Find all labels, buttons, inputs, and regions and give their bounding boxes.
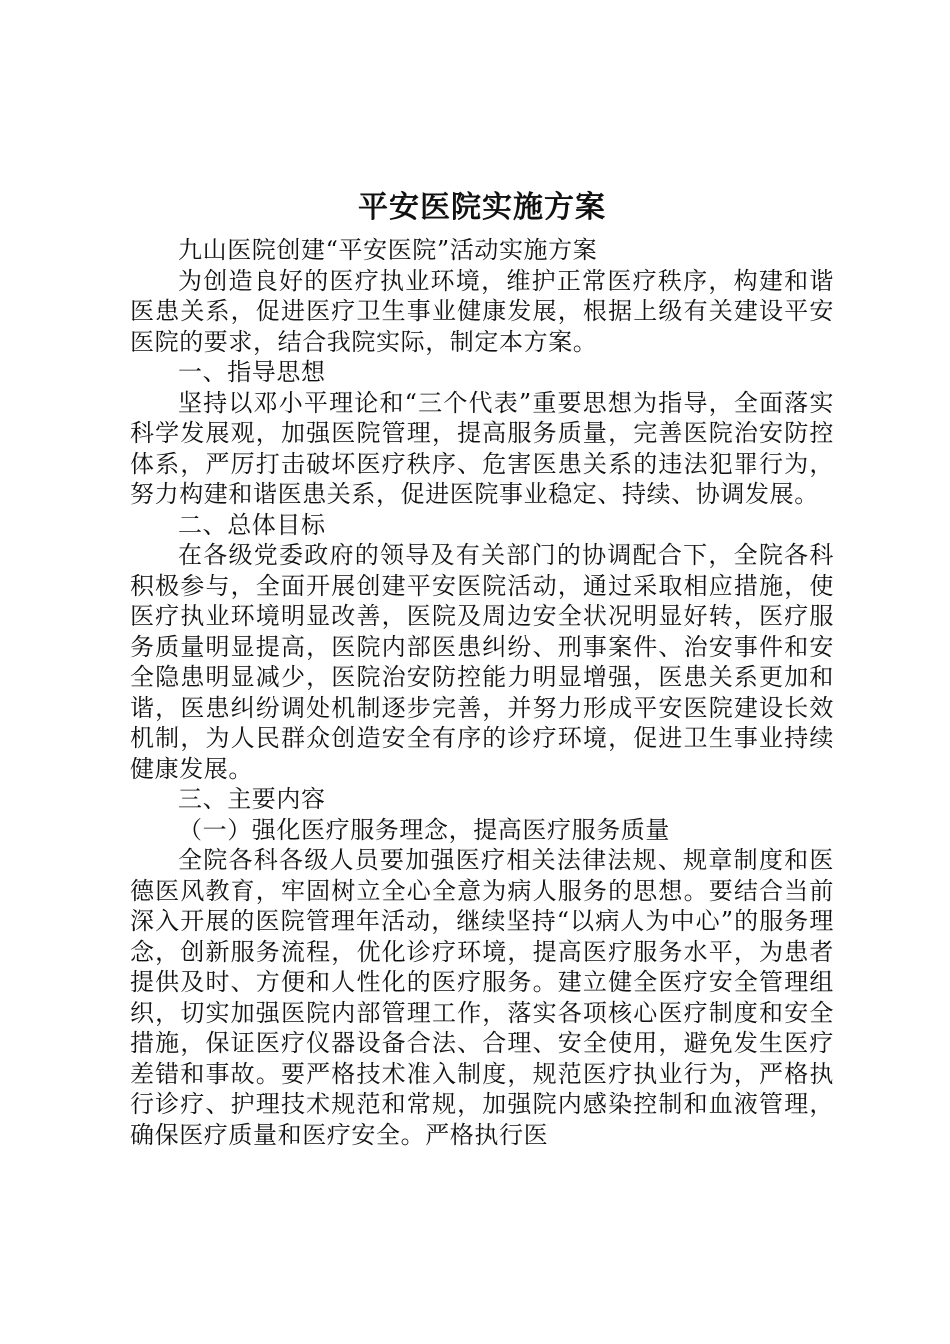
subsection-heading-service-quality: （一）强化医疗服务理念，提高医疗服务质量 — [178, 815, 670, 844]
overall-goal-paragraph: 在各级党委政府的领导及有关部门的协调配合下，全院各科积极参与，全面开展创建平安医院活动，通过采取相应措施，使医疗执业环境明显改善，医院及周边安全状况明显好转，医疗服务质量明显提高，医院内部医患纠纷、刑事案件、治安事件和安全隐患明显减少，医院治安防控能力明显增强，医患关系更加和谐，医患纠纷调处机制逐步完善，并努力形成平安医院建设长效机制，为人民群众创造安全有序的诊疗环境，促进卫生事业持续健康发展。 — [130, 541, 834, 783]
intro-paragraph: 为创造良好的医疗执业环境，维护正常医疗秩序，构建和谐医患关系，促进医疗卫生事业健康发展，根据上级有关建设平安医院的要求，结合我院实际，制定本方案。 — [130, 266, 834, 356]
document-page — [130, 183, 834, 1150]
service-quality-paragraph: 全院各科各级人员要加强医疗相关法律法规、规章制度和医德医风教育，牢固树立全心全意为病人服务的思想。要结合当前深入开展的医院管理年活动，继续坚持“以病人为中心”的服务理念，创新服务流程，优化诊疗环境，提高医疗服务水平，为患者提供及时、方便和人性化的医疗服务。建立健全医疗安全管理组织，切实加强医院内部管理工作，落实各项核心医疗制度和安全措施，保证医疗仪器设备合法、合理、安全使用，避免发生医疗差错和事故。要严格技术准入制度，规范医疗执业行为，严格执行诊疗、护理技术规范和常规，加强院内感染控制和血液管理，确保医疗质量和医疗安全。严格执行医 — [130, 846, 834, 1149]
document-title: 平安医院实施方案 — [358, 190, 606, 225]
section-heading-main-content: 三、主要内容 — [178, 785, 326, 813]
section-heading-guiding-ideology: 一、指导思想 — [178, 358, 326, 386]
guiding-ideology-paragraph: 坚持以邓小平理论和“三个代表”重要思想为指导，全面落实科学发展观，加强医院管理，提高服务质量，完善医院治安防控体系，严厉打击破坏医疗秩序、危害医患关系的违法犯罪行为，努力构建和谐医患关系，促进医院事业稳定、持续、协调发展。 — [130, 388, 834, 508]
subtitle-paragraph: 九山医院创建“平安医院”活动实施方案 — [178, 236, 598, 264]
section-heading-overall-goal: 二、总体目标 — [178, 510, 326, 539]
